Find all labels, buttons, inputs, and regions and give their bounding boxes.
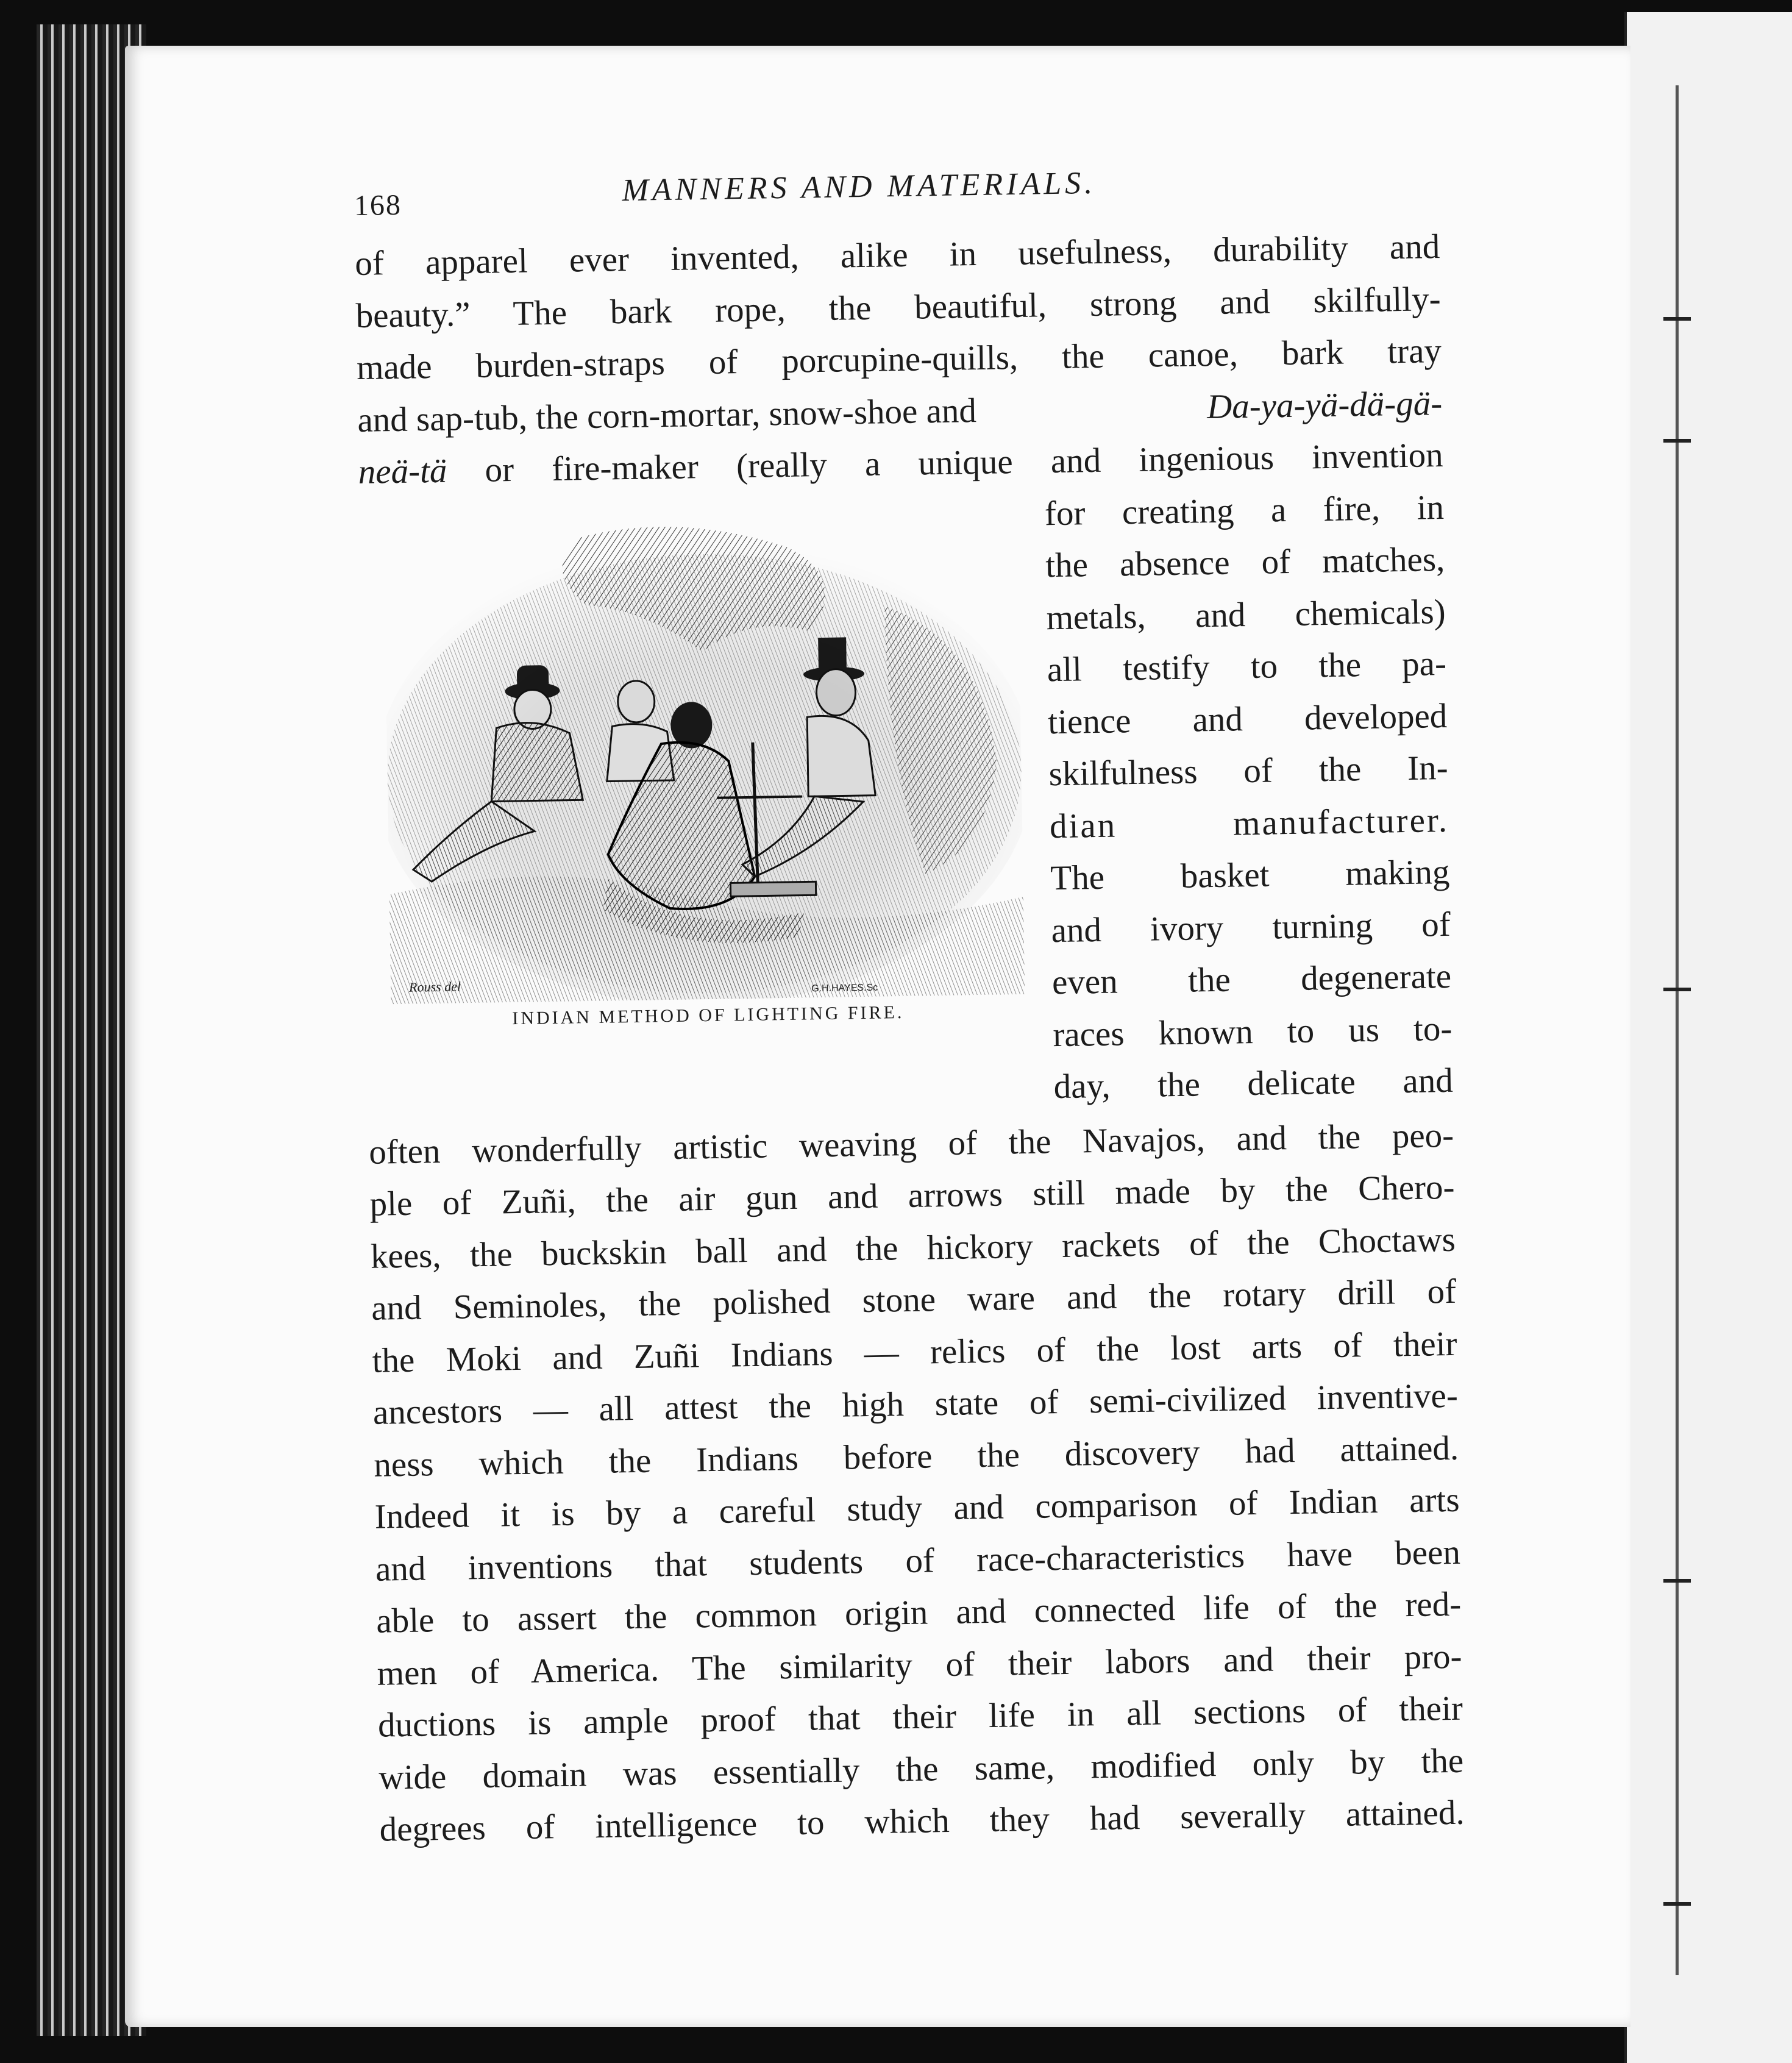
text-line: the Moki and Zuñi Indians — relics of the lost arts of their bbox=[372, 1324, 1457, 1380]
text-line: all testify to the pa- bbox=[1047, 644, 1447, 689]
engraving-figure bbox=[383, 506, 1026, 1052]
text-line: skilfulness of the In- bbox=[1048, 748, 1449, 794]
text-line: races known to us to- bbox=[1052, 1009, 1452, 1054]
engraver-signature: G.H.HAYES.Sc bbox=[811, 982, 878, 994]
text-line: made burden-straps of porcupine-quills, the canoe, bark tray bbox=[356, 332, 1442, 387]
native-term: Da-ya-yä-dä-gä- bbox=[1206, 383, 1443, 426]
text-line: often wonderfully artistic weaving of the Navajos, and the peo- bbox=[368, 1116, 1454, 1172]
text-line: men of America. The similarity of their labors and their pro- bbox=[377, 1637, 1462, 1693]
text-line: ancestors — all attest the high state of semi-civilized inventive- bbox=[372, 1376, 1459, 1432]
binding-line bbox=[1676, 85, 1679, 1975]
binding-stitch bbox=[1663, 1902, 1691, 1906]
text-line: even the degenerate bbox=[1051, 957, 1452, 1002]
text-line: and Seminoles, the polished stone ware and the rotary drill of bbox=[371, 1272, 1457, 1328]
figure-caption: INDIAN METHOD OF LIGHTING FIRE. bbox=[512, 1002, 905, 1028]
text-line: kees, the buckskin ball and the hickory rackets of the Choctaws bbox=[370, 1220, 1456, 1276]
binding-stitch bbox=[1663, 439, 1691, 443]
text-fragment: or fire-maker (really a unique and ingenious invention bbox=[446, 435, 1444, 490]
text-line: and inventions that students of race-characteristics have been bbox=[375, 1533, 1461, 1589]
text-line: ductions is ample proof that their life in all sections of their bbox=[377, 1689, 1463, 1745]
text-line: of apparel ever invented, alike in usefulness, durability and bbox=[354, 227, 1440, 283]
paragraph-bottom bbox=[369, 1109, 1465, 1856]
text-line: beauty.” The bark rope, the beautiful, strong and skilfully- bbox=[355, 279, 1442, 335]
binding-stitch bbox=[1663, 988, 1691, 991]
text-line: wide domain was essentially the same, modified only by the bbox=[378, 1741, 1464, 1797]
text-line: able to assert the common origin and connected life of the red- bbox=[375, 1584, 1462, 1641]
page-number: 168 bbox=[354, 188, 402, 222]
text-line: Indeed it is by a careful study and comparison of Indian arts bbox=[374, 1480, 1460, 1536]
text-line: day, the delicate and bbox=[1053, 1061, 1454, 1106]
text-line: ness which the Indians before the discovery had attained. bbox=[373, 1428, 1459, 1484]
binding-stitch bbox=[1663, 317, 1691, 321]
binding-stitch bbox=[1663, 1579, 1691, 1583]
text-line: metals, and chemicals) bbox=[1046, 592, 1446, 637]
page-content bbox=[354, 154, 1465, 1856]
side-column-text bbox=[1044, 481, 1453, 1113]
adjacent-page bbox=[1624, 12, 1792, 2063]
figure-wrap-area bbox=[358, 481, 1454, 1106]
running-title: MANNERS AND MATERIALS. bbox=[622, 165, 1097, 208]
text-line: and ivory turning of bbox=[1051, 905, 1451, 950]
text-line: dian manufacturer. bbox=[1049, 800, 1449, 846]
engraving-illustration bbox=[383, 506, 1025, 1003]
text-line: The basket making bbox=[1050, 852, 1450, 898]
text-line: ple of Zuñi, the air gun and arrows still made by the Chero- bbox=[369, 1167, 1455, 1224]
text-line: tience and developed bbox=[1047, 696, 1448, 741]
artist-signature: Rouss del bbox=[408, 978, 461, 995]
paragraph-top bbox=[355, 221, 1443, 498]
text-line: for creating a fire, in bbox=[1044, 488, 1445, 533]
text-line: degrees of intelligence to which they had severally attained. bbox=[379, 1793, 1465, 1849]
text-line: the absence of matches, bbox=[1045, 540, 1445, 585]
native-term: neä-tä bbox=[358, 451, 447, 491]
text-fragment: and sap-tub, the corn-mortar, snow-shoe and bbox=[357, 391, 977, 440]
